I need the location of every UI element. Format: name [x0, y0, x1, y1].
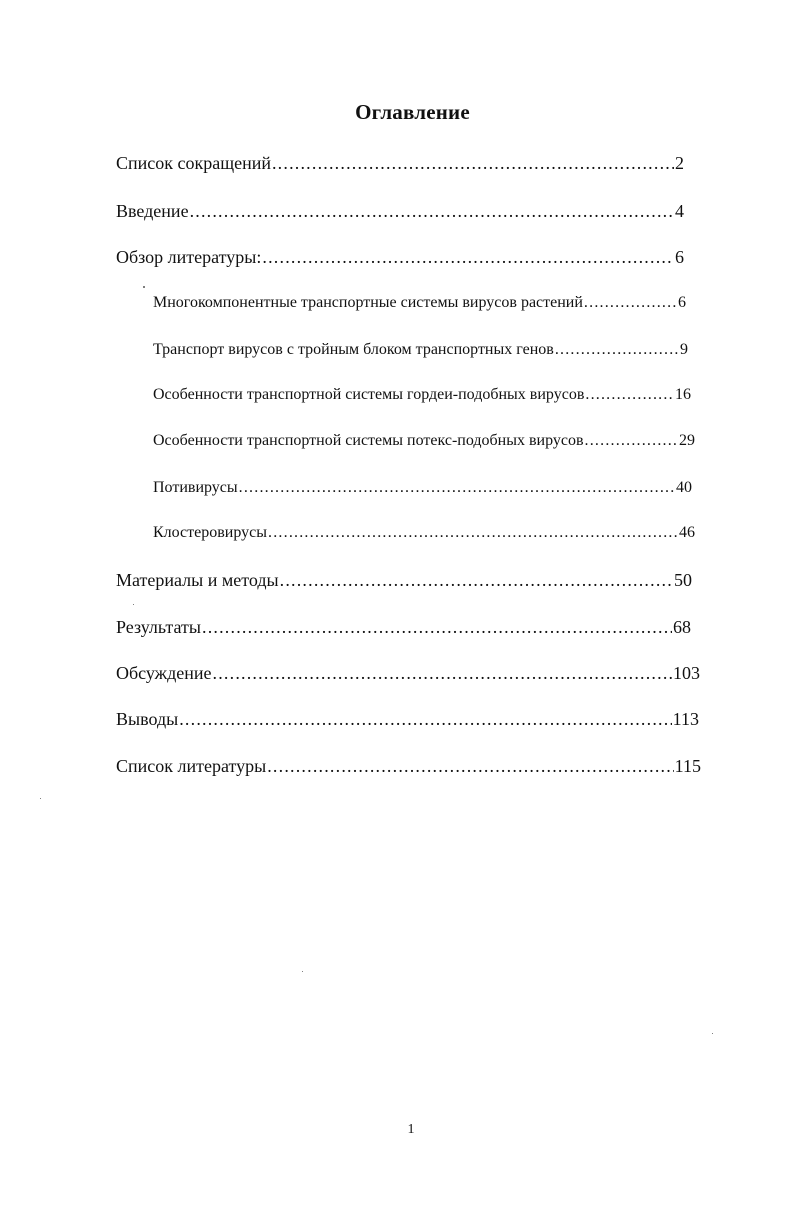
- toc-entry-label: Выводы: [116, 709, 179, 729]
- toc-entry-label: Материалы и методы: [116, 570, 279, 590]
- scan-speck: [40, 798, 41, 799]
- toc-entry-label: Транспорт вирусов с тройным блоком транспортных генов: [153, 341, 554, 358]
- toc-entry-label: Список сокращений: [116, 153, 271, 173]
- toc-entry-page: 115: [674, 756, 701, 776]
- toc-entry-page: 2: [675, 153, 684, 173]
- toc-entry-label: Результаты: [116, 617, 201, 637]
- toc-leader-dots: [585, 432, 678, 450]
- toc-leader-dots: [272, 153, 674, 174]
- toc-entry-literature-review: [116, 247, 684, 268]
- scan-speck: [133, 604, 134, 605]
- toc-entry-page: 9: [680, 341, 688, 358]
- toc-entry-conclusions: [116, 709, 699, 730]
- toc-leader-dots: [585, 386, 674, 404]
- toc-entry-label: Многокомпонентные транспортные системы вирусов растений: [153, 294, 583, 311]
- scan-speck: [712, 1033, 713, 1034]
- toc-entry-page: 16: [675, 386, 691, 403]
- toc-leader-dots: [239, 479, 675, 497]
- toc-subentry-potex-like: [153, 432, 695, 450]
- toc-entry-page: 103: [673, 663, 700, 683]
- toc-leader-dots: [268, 524, 678, 542]
- toc-entry-page: 40: [676, 479, 692, 496]
- toc-entry-page: 6: [675, 247, 684, 267]
- toc-entry-page: 29: [679, 432, 695, 449]
- toc-entry-label: Список литературы: [116, 756, 267, 776]
- toc-leader-dots: [213, 663, 672, 684]
- toc-subentry-triple-gene-block: [153, 341, 688, 359]
- toc-subentry-potyviruses: [153, 479, 692, 497]
- toc-entry-label: Обзор литературы:: [116, 247, 262, 267]
- toc-leader-dots: [584, 294, 677, 312]
- toc-entry-label: Особенности транспортной системы гордеи-подобных вирусов: [153, 386, 585, 403]
- toc-entry-label: Обсуждение: [116, 663, 212, 683]
- scan-speck: [302, 971, 303, 972]
- toc-entry-page: 4: [675, 201, 684, 221]
- toc-entry-results: [116, 617, 691, 638]
- toc-entry-discussion: [116, 663, 700, 684]
- toc-entry-page: 68: [673, 617, 691, 637]
- toc-leader-dots: [202, 617, 672, 638]
- toc-leader-dots: [190, 201, 674, 222]
- scan-speck: [143, 286, 145, 288]
- toc-leader-dots: [555, 341, 679, 359]
- page-title: Оглавление: [355, 100, 470, 124]
- toc-entry-label: Клостеровирусы: [153, 524, 268, 541]
- toc-entry-page: 46: [679, 524, 695, 541]
- toc-subentry-hordei-like: [153, 386, 691, 404]
- toc-entry-label: Введение: [116, 201, 189, 221]
- toc-entry-materials-methods: [116, 570, 692, 591]
- toc-entry-references: [116, 756, 701, 777]
- toc-leader-dots: [179, 709, 671, 730]
- toc-entry-label: Особенности транспортной системы потекс-подобных вирусов: [153, 432, 584, 449]
- page-number: 1: [407, 1122, 415, 1137]
- toc-entry-introduction: [116, 201, 684, 222]
- toc-entry-label: Потивирусы: [153, 479, 238, 496]
- toc-leader-dots: [262, 247, 674, 268]
- toc-subentry-multicomponent: [153, 294, 686, 312]
- toc-entry-page: 113: [672, 709, 699, 729]
- toc-entry-page: 6: [678, 294, 686, 311]
- toc-entry-page: 50: [674, 570, 692, 590]
- toc-leader-dots: [267, 756, 673, 777]
- toc-leader-dots: [280, 570, 673, 591]
- toc-subentry-closteroviruses: [153, 524, 695, 542]
- toc-entry-abbreviations: [116, 153, 684, 174]
